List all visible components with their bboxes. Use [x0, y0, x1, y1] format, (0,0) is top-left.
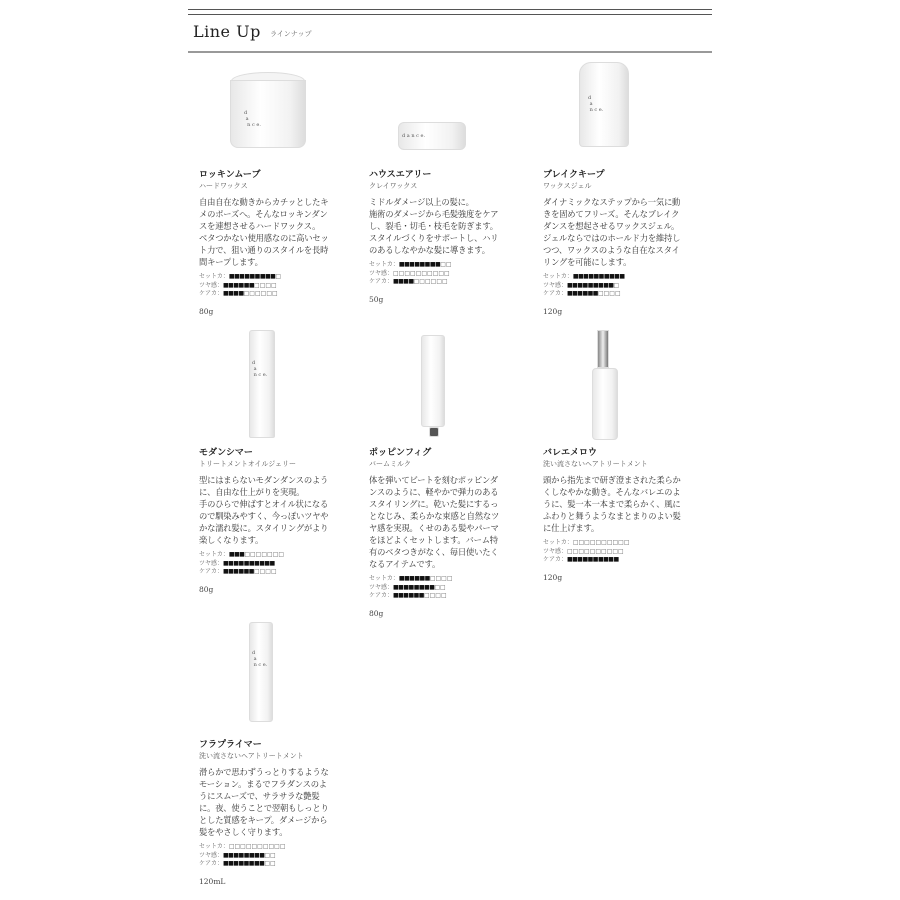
product-description: ミドルダメージ以上の髪に。 施術のダメージから毛髪強度をケア し、裂毛・切毛・枝毛を防ぎます。 スタイルづくりをサポートし、ハリ のあるしなやかな髪に導きます。: [369, 197, 499, 255]
product-card: [199, 740, 359, 886]
rating-row: [199, 551, 359, 560]
rating-row: [369, 270, 529, 279]
rating-label: セットカ：: [369, 575, 399, 582]
product-description: 頭から指先まで研ぎ澄まされた柔らか くしなやかな動き。そんなバレエのよ うに、髪一本一本まで柔らかく、風に ふわりと舞うようなまとまりのよい髪 に仕上げます。: [543, 475, 681, 533]
product-card: [199, 170, 359, 316]
product-name: ロッキンムーブ: [199, 170, 261, 180]
rating-label: ツヤ感：: [199, 851, 224, 859]
product-description: 滑らかで思わずうっとりするような モーション。まるでフラダンスのよ うにスムーズで、サラサラな艶髪 に。夜、使うことで翌朝もしっとり とした質感をキープ。ダメージから 髪をやさしく守ります。: [199, 767, 329, 837]
product-name: ブレイクキープ: [543, 170, 605, 180]
rating-list: [199, 551, 359, 577]
header-divider: [188, 51, 712, 53]
rating-label: ツヤ感：: [199, 281, 224, 289]
rating-meter: ■■■■■■: [566, 290, 598, 297]
top-rule: [188, 9, 712, 10]
rating-row: [369, 584, 529, 593]
rating-meter-empty: □□□□□□: [243, 290, 278, 297]
rating-meter: ■■■■■■■■: [222, 860, 265, 867]
rating-meter-empty: □□□□: [423, 592, 447, 599]
rating-meter-empty: □□□□: [597, 290, 621, 297]
rating-row: [369, 261, 529, 270]
rating-row: [543, 282, 703, 291]
rating-label: セットカ：: [543, 273, 573, 280]
product-type: 洗い流さないヘアトリートメント: [543, 460, 648, 468]
product-name: ポッピンフィグ: [369, 448, 432, 458]
product-name: モダンシマー: [199, 448, 253, 458]
rating-label: ツヤ感：: [369, 269, 394, 277]
top-rule: [188, 14, 712, 15]
rating-meter-empty: □□□□□□□□□□: [567, 547, 624, 555]
rating-list: [543, 539, 703, 565]
rating-row: [369, 278, 529, 287]
rating-meter-empty: □□□□: [429, 575, 453, 582]
product-type: 洗い流さないヘアトリートメント: [199, 752, 304, 760]
product-description: 体を弾いてビートを刻むポッピンダ ンスのように、軽やかで弾力のある スタイリングに。乾いた髪にするっ となじみ、柔らかな束感と自然なツ ヤ感を実現。くせのある髪やパーマ をほどよくセットします。バーム特 有のベタつきがなく、毎日使いたく なるアイテムです。: [369, 475, 500, 569]
rating-meter-empty: □□: [434, 583, 446, 591]
rating-row: [199, 852, 359, 861]
rating-row: [543, 539, 703, 548]
rating-meter: ■■■■■■■■: [393, 583, 435, 591]
product-card: [199, 448, 359, 594]
rating-meter-empty: □□□□□□□: [244, 551, 285, 558]
rating-list: [199, 273, 359, 299]
product-type: ハードワックス: [199, 182, 248, 190]
product-weight: 80g: [199, 584, 214, 594]
product-weight: 120g: [543, 572, 563, 582]
rating-row: [369, 575, 529, 584]
rating-meter-empty: □□□□□□□□□□: [228, 843, 286, 850]
rating-meter-empty: □: [613, 281, 620, 289]
rating-row: [199, 273, 359, 282]
product-name: ハウスエアリー: [369, 170, 432, 180]
rating-meter: ■■■■: [392, 278, 414, 285]
product-type: クレイワックス: [369, 182, 418, 190]
rating-label: ケアカ：: [369, 592, 393, 599]
rating-row: [199, 860, 359, 869]
product-weight: 80g: [369, 608, 384, 618]
rating-label: ケアカ：: [369, 278, 393, 285]
rating-meter: ■■■■■■■■■■: [572, 273, 625, 280]
rating-meter: ■■■■■■■■■■: [566, 556, 619, 563]
rating-meter-empty: □□: [264, 860, 276, 867]
rating-label: ケアカ：: [543, 556, 567, 563]
rating-row: [199, 560, 359, 569]
rating-row: [199, 290, 359, 299]
rating-meter: ■■■■■■: [223, 281, 255, 289]
rating-meter: ■■■■■■: [222, 568, 254, 575]
section-subtitle: ラインナップ: [270, 30, 312, 38]
rating-label: セットカ：: [199, 843, 229, 850]
rating-row: [543, 548, 703, 557]
rating-label: ケアカ：: [199, 568, 223, 575]
product-type: トリートメントオイルジェリー: [199, 460, 297, 468]
rating-row: [543, 273, 703, 282]
rating-row: [199, 843, 359, 852]
rating-list: [199, 843, 359, 869]
rating-list: [543, 273, 703, 299]
rating-meter: ■■■■■■■■■: [228, 273, 276, 280]
rating-meter: ■■■■■■■■: [398, 261, 441, 268]
rating-meter-empty: □□: [440, 261, 452, 268]
rating-label: ケアカ：: [199, 290, 223, 297]
product-description: 型にはまらないモダンダンスのよう に、自由な仕上がりを実現。 手のひらで伸ばすとオイル状になる ので馴染みやすく、今っぽいツヤや かな濡れ髪に。スタイリングがより 楽しくなります。: [199, 475, 329, 545]
product-card: [543, 448, 703, 582]
product-card: [369, 448, 529, 618]
product-weight: 80g: [199, 306, 214, 316]
rating-meter: ■■■■■■■■■: [567, 281, 614, 289]
rating-meter-empty: □□: [264, 851, 276, 859]
product-weight: 120mL: [199, 876, 226, 886]
rating-meter-empty: □□□□: [253, 568, 277, 575]
product-description: ダイナミックなステップから一気に動 きを固めてフリーズ。そんなブレイク ダンスを想起させるワックスジェル。 ジェルならではのホールド力を維持し つつ、ワックスのような自在なスタイ リングを可能にします。: [543, 197, 681, 267]
rating-row: [543, 556, 703, 565]
product-weight: 120g: [543, 306, 563, 316]
product-card: [369, 170, 529, 304]
product-weight: 50g: [369, 294, 384, 304]
rating-label: ツヤ感：: [369, 583, 394, 591]
rating-meter-empty: □□□□: [254, 281, 277, 289]
rating-meter: ■■■: [228, 551, 245, 558]
rating-list: [369, 575, 529, 601]
rating-meter: ■■■■: [222, 290, 244, 297]
product-description: 自由自在な動きからカチッとしたキ メのポーズへ。そんなロッキンダン スを連想させるハードワックス。 ベタつかない使用感なのに高いセッ ト力で、狙い通りのスタイルを長時 間キープします。: [199, 197, 329, 267]
rating-list: [369, 261, 529, 287]
rating-row: [199, 568, 359, 577]
rating-meter-empty: □□□□□□: [413, 278, 448, 285]
rating-row: [543, 290, 703, 299]
rating-meter-empty: □□□□□□□□□□: [393, 269, 450, 277]
rating-label: ツヤ感：: [543, 281, 568, 289]
rating-label: ケアカ：: [543, 290, 567, 297]
rating-row: [369, 592, 529, 601]
product-name: フラプライマー: [199, 740, 262, 750]
rating-label: セットカ：: [543, 539, 573, 546]
rating-meter-empty: □: [275, 273, 282, 280]
rating-meter-empty: □□□□□□□□□□: [572, 539, 630, 546]
rating-meter: ■■■■■■: [398, 575, 430, 582]
product-type: ワックスジェル: [543, 182, 592, 190]
product-name: バレエメロウ: [543, 448, 598, 458]
rating-label: セットカ：: [369, 261, 399, 268]
product-card: [543, 170, 703, 316]
rating-meter: ■■■■■■■■■■: [223, 559, 275, 567]
rating-row: [199, 282, 359, 291]
section-title: Line Up: [193, 22, 261, 41]
rating-label: ツヤ感：: [199, 559, 224, 567]
rating-meter: ■■■■■■: [392, 592, 424, 599]
product-type: バームミルク: [369, 460, 411, 468]
rating-label: セットカ：: [199, 551, 229, 558]
rating-meter: ■■■■■■■■: [223, 851, 265, 859]
rating-label: ケアカ：: [199, 860, 223, 867]
rating-label: ツヤ感：: [543, 547, 568, 555]
rating-label: セットカ：: [199, 273, 229, 280]
